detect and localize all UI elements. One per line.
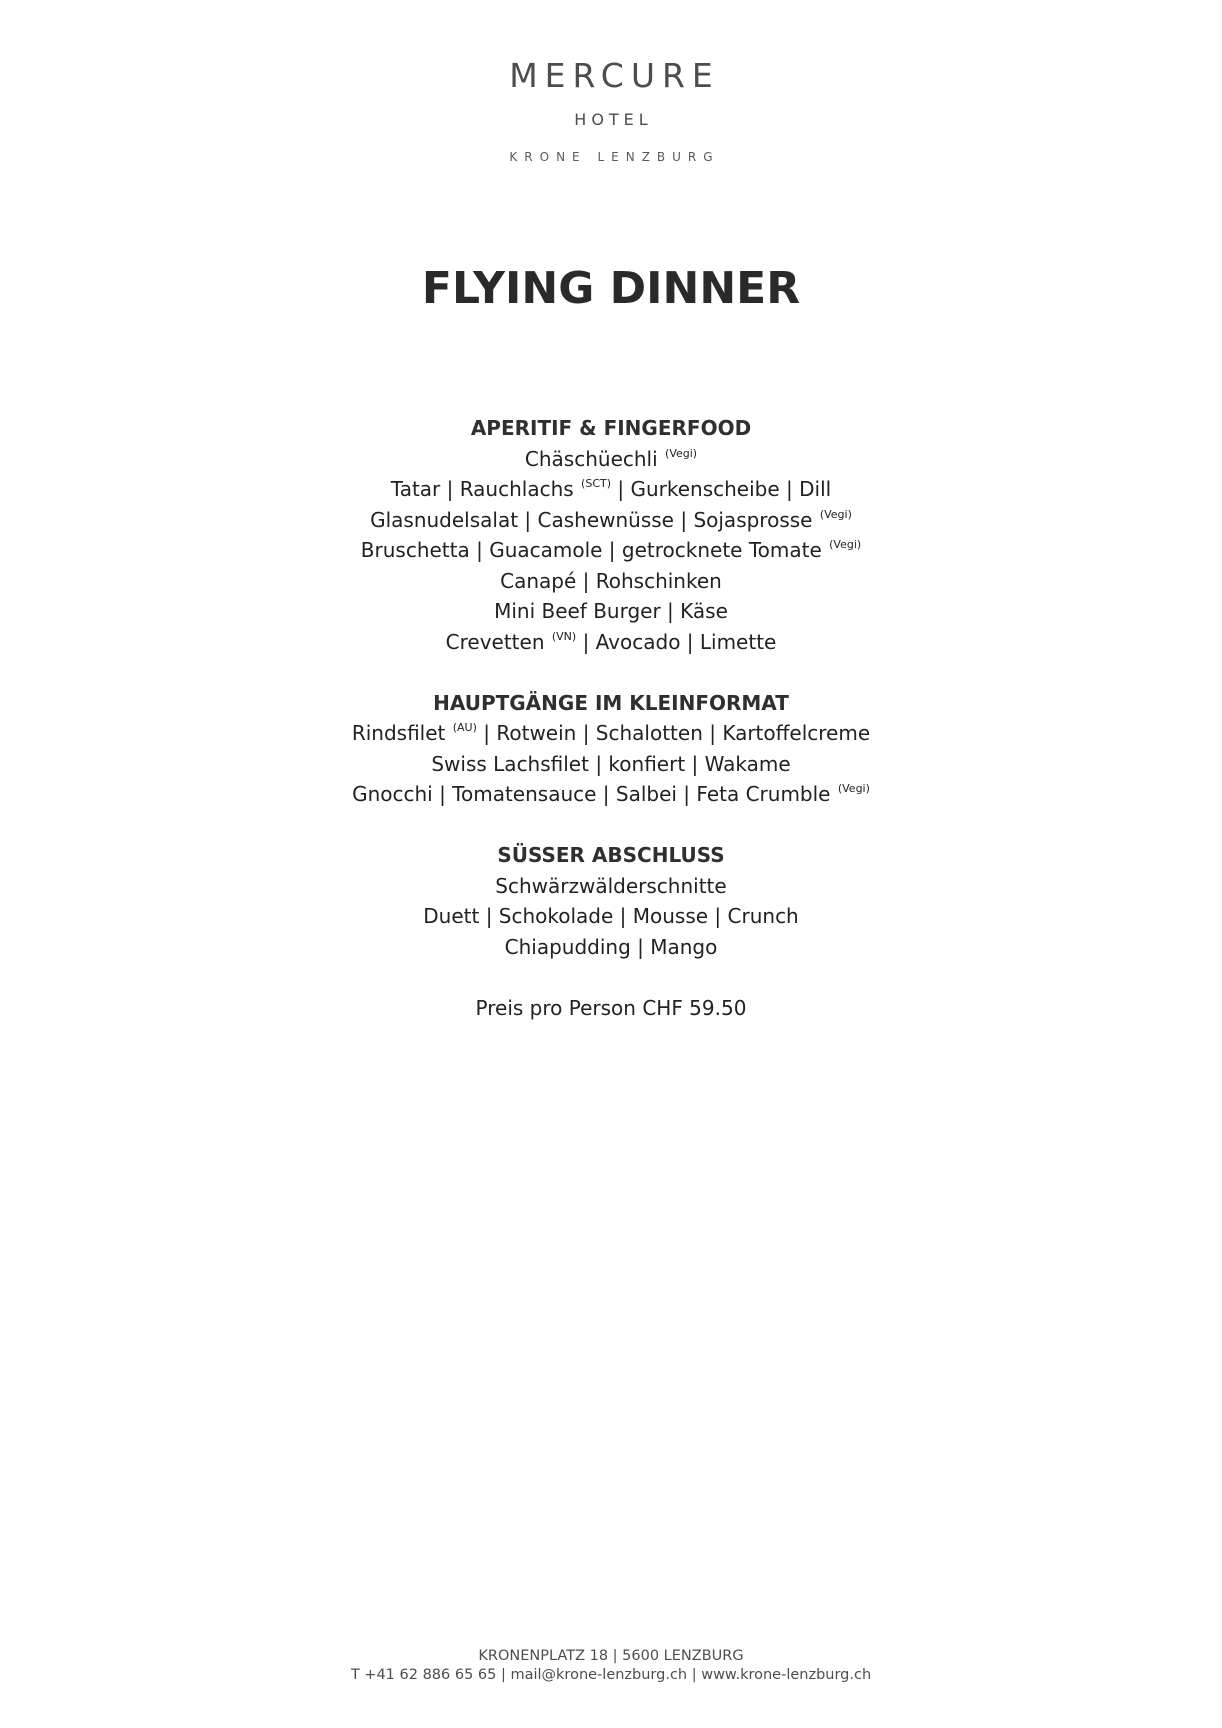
dietary-note: (Vegi) xyxy=(819,507,852,521)
section-heading: HAUPTGÄNGE IM KLEINFORMAT xyxy=(433,690,789,715)
menu-item: Duett | Schokolade | Mousse | Crunch xyxy=(423,904,799,928)
menu-item: Canapé | Rohschinken xyxy=(500,568,722,593)
page-title: FLYING DINNER xyxy=(421,263,801,314)
logo-hotel: HOTEL xyxy=(574,110,653,129)
menu-item: Gnocchi | Tomatensauce | Salbei | Feta Crumble $^{(Vegi)}$ xyxy=(352,782,870,806)
menu-item: Rindsfilet $^{(AU)}$ | Rotwein | Schalotten | Kartoffelcreme xyxy=(351,721,871,745)
logo-brand: MERCURE xyxy=(509,56,720,95)
menu-item: Swiss Lachsfilet | konfiert | Wakame xyxy=(431,751,791,776)
menu-item: Mini Beef Burger | Käse xyxy=(494,599,728,623)
menu-item: Chäschüechli $^{(Vegi)}$ xyxy=(524,446,698,471)
menu-item: Bruschetta | Guacamole | getrocknete Tomate $^{(Vegi)}$ xyxy=(360,538,862,562)
origin-note: (VN) xyxy=(551,629,577,643)
menu-item: Crevetten $^{(VN)}$ | Avocado | Limette xyxy=(445,629,777,654)
section-heading: SÜSSER ABSCHLUSS xyxy=(497,843,725,867)
menu-item: Schwärzwälderschnitte xyxy=(495,873,727,898)
menu xyxy=(0,413,1222,1023)
dietary-note: (Vegi) xyxy=(665,446,698,460)
footer-contact: T +41 62 886 65 65 | mail@krone-lenzburg.ch | www.krone-lenzburg.ch xyxy=(350,1667,872,1683)
section-heading: APERITIF & FINGERFOOD xyxy=(470,416,752,440)
menu-section-main-courses xyxy=(0,688,1222,810)
menu-section-aperitif xyxy=(0,413,1222,657)
menu-section-dessert xyxy=(0,840,1222,962)
origin-note: (SCT) xyxy=(581,477,612,490)
menu-item: Tatar | Rauchlachs $^{(SCT)}$ | Gurkenscheibe | Dill xyxy=(390,477,832,501)
dietary-note: (Vegi) xyxy=(829,538,862,551)
dietary-note: (Vegi) xyxy=(837,782,870,795)
menu-item: Glasnudelsalat | Cashewnüsse | Sojasprosse $^{(Vegi)}$ xyxy=(370,507,852,532)
menu-item: Chiapudding | Mango xyxy=(504,934,718,959)
footer xyxy=(0,1647,1222,1685)
footer-address: KRONENPLATZ 18 | 5600 LENZBURG xyxy=(478,1648,744,1664)
origin-note: (AU) xyxy=(452,721,477,734)
price-per-person: Preis pro Person CHF 59.50 xyxy=(475,995,747,1020)
logo-location: KRONE LENZBURG xyxy=(509,150,720,164)
